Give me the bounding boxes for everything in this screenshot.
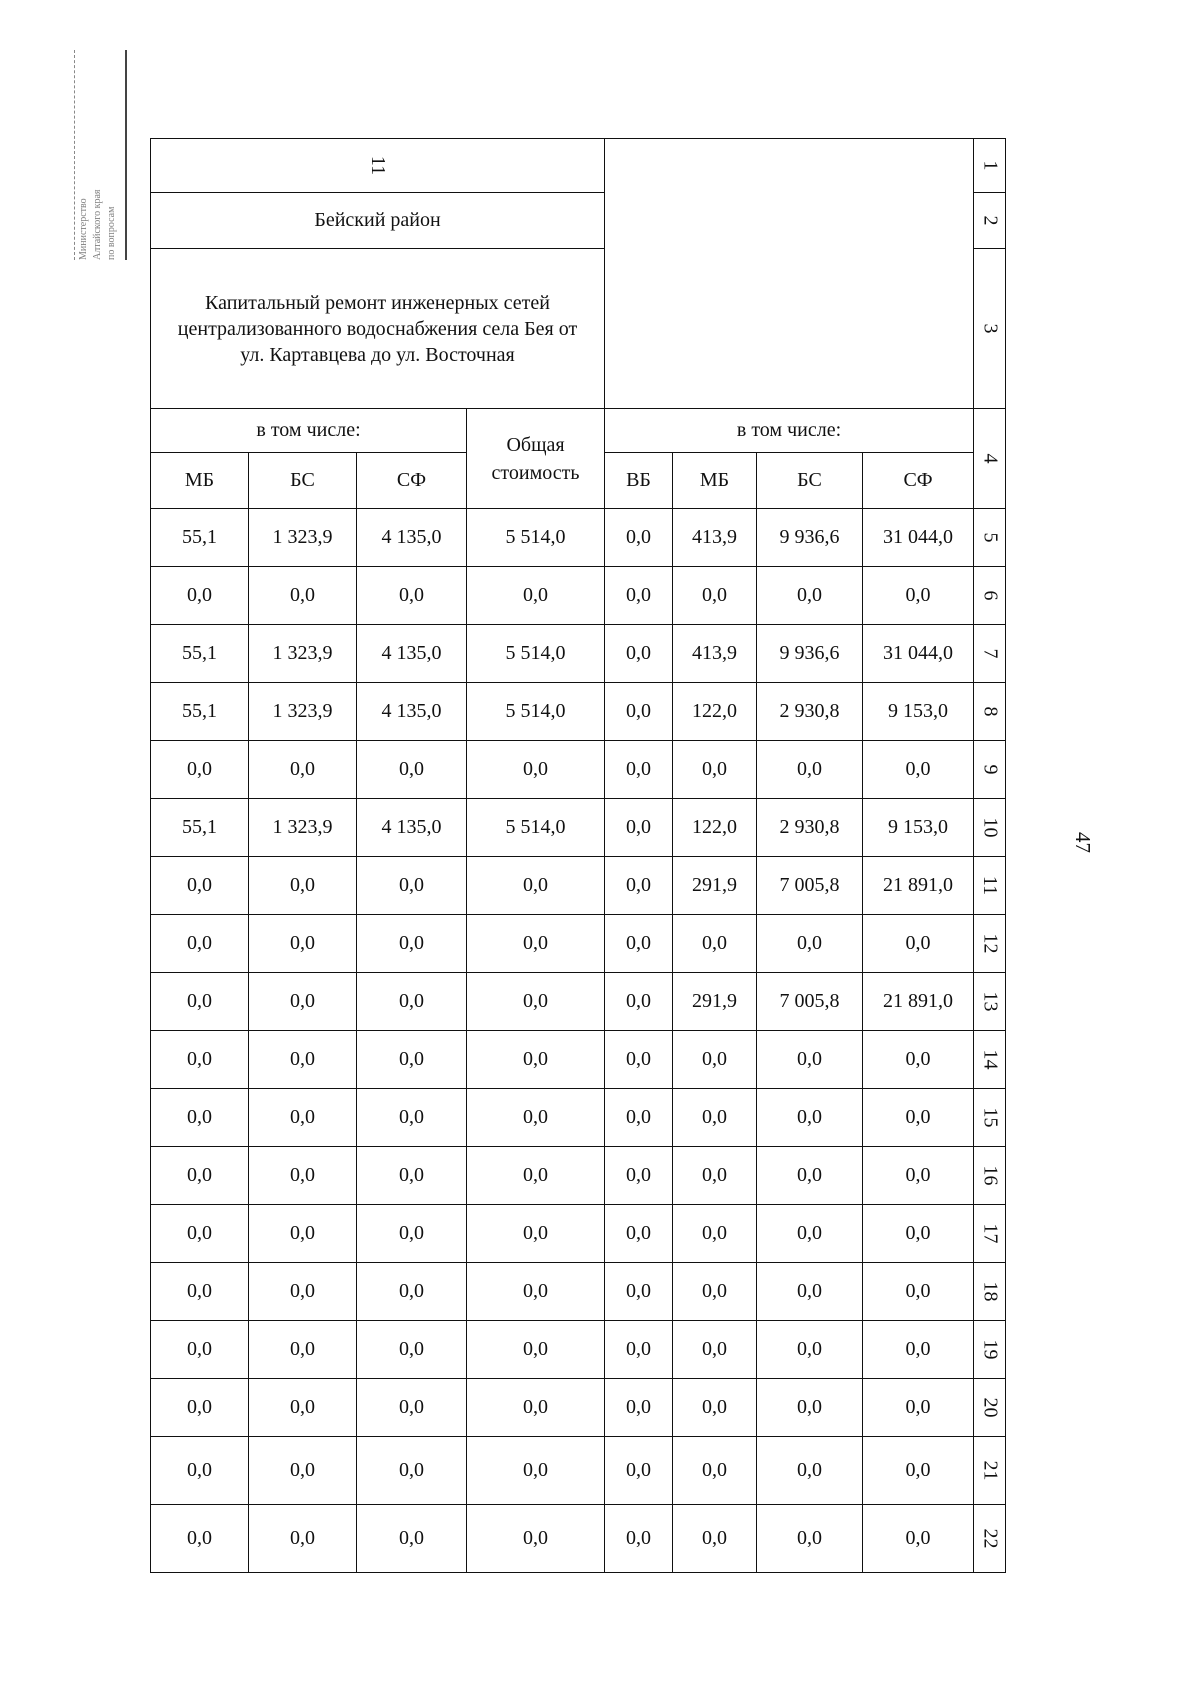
blank-header-cell: [605, 139, 974, 409]
table-cell: 9 153,0: [863, 799, 974, 857]
table-cell: 0,0: [605, 1031, 673, 1089]
table-cell: 0,0: [605, 625, 673, 683]
table-cell: 0,0: [467, 741, 605, 799]
row-index-cell: [974, 1147, 1006, 1205]
table-cell: 0,0: [605, 1205, 673, 1263]
table-cell: 0,0: [249, 973, 357, 1031]
table-cell: 0,0: [151, 1437, 249, 1505]
stamp-line: по вопросам: [106, 206, 117, 260]
table-row: [151, 1505, 1006, 1573]
table-cell: 0,0: [467, 567, 605, 625]
table-row: [151, 915, 1006, 973]
table-cell: 0,0: [863, 1147, 974, 1205]
row-index-cell: [974, 683, 1006, 741]
table-row: [151, 973, 1006, 1031]
table-cell: 291,9: [673, 857, 757, 915]
table-cell: 0,0: [357, 1379, 467, 1437]
table-cell: 0,0: [357, 1505, 467, 1573]
table-cell: 0,0: [863, 567, 974, 625]
table-cell: 0,0: [605, 509, 673, 567]
table-cell: 0,0: [673, 741, 757, 799]
table-row: [151, 1263, 1006, 1321]
table-cell: 55,1: [151, 799, 249, 857]
table-cell: 4 135,0: [357, 509, 467, 567]
row-index-cell: [974, 193, 1006, 249]
table-row: [151, 625, 1006, 683]
table-cell: 0,0: [357, 1031, 467, 1089]
table-cell: 0,0: [249, 1263, 357, 1321]
table-cell: 0,0: [757, 1031, 863, 1089]
row-index: 5: [979, 532, 1002, 543]
col-header-mb: МБ: [151, 453, 249, 509]
table-cell: 21 891,0: [863, 973, 974, 1031]
table-cell: 55,1: [151, 683, 249, 741]
table-cell: 0,0: [673, 1321, 757, 1379]
col-header-sf2: СФ: [863, 453, 974, 509]
table-cell: 0,0: [673, 1205, 757, 1263]
table-cell: 122,0: [673, 799, 757, 857]
table-cell: 0,0: [467, 1321, 605, 1379]
table-cell: 0,0: [249, 1321, 357, 1379]
table-cell: 2 930,8: [757, 683, 863, 741]
table-cell: 0,0: [151, 857, 249, 915]
table-cell: 0,0: [151, 1321, 249, 1379]
table-row: [151, 1321, 1006, 1379]
table-cell: 0,0: [249, 1147, 357, 1205]
row-index: 6: [979, 590, 1002, 601]
table-cell: 0,0: [249, 1205, 357, 1263]
table-cell: 0,0: [673, 1505, 757, 1573]
table-cell: 0,0: [673, 1263, 757, 1321]
table-cell: 21 891,0: [863, 857, 974, 915]
table-row: [151, 741, 1006, 799]
row-index-cell: [974, 625, 1006, 683]
section-number-cell: [151, 139, 605, 193]
table-cell: 7 005,8: [757, 857, 863, 915]
row-index: 22: [979, 1528, 1002, 1549]
table-cell: 5 514,0: [467, 625, 605, 683]
row-index-cell: [974, 139, 1006, 193]
table-cell: 0,0: [605, 567, 673, 625]
row-index-cell: [974, 509, 1006, 567]
table-cell: 413,9: [673, 509, 757, 567]
table-cell: 5 514,0: [467, 683, 605, 741]
header-row-label: [151, 139, 1006, 193]
table-cell: 0,0: [467, 1205, 605, 1263]
row-index: 10: [979, 817, 1002, 838]
table-cell: 0,0: [151, 1031, 249, 1089]
table-cell: 0,0: [605, 973, 673, 1031]
table-cell: 0,0: [467, 1031, 605, 1089]
row-index-cell: [974, 973, 1006, 1031]
row-index: 2: [979, 215, 1002, 226]
table-cell: 0,0: [605, 1321, 673, 1379]
table-cell: 0,0: [863, 1089, 974, 1147]
including-right: в том числе:: [605, 409, 974, 453]
table-cell: 5 514,0: [467, 509, 605, 567]
table-cell: 4 135,0: [357, 683, 467, 741]
table-cell: 0,0: [357, 857, 467, 915]
table-cell: 0,0: [863, 915, 974, 973]
table-cell: 0,0: [605, 915, 673, 973]
including-left: в том числе:: [151, 409, 467, 453]
page-number: 47: [1071, 832, 1095, 853]
table-row: [151, 1147, 1006, 1205]
row-index: 19: [979, 1339, 1002, 1360]
table-cell: 0,0: [249, 741, 357, 799]
table-cell: 0,0: [357, 567, 467, 625]
table-cell: 1 323,9: [249, 509, 357, 567]
row-index-cell: [974, 1205, 1006, 1263]
row-index-cell: [974, 741, 1006, 799]
table-cell: 122,0: [673, 683, 757, 741]
row-index: 1: [979, 160, 1002, 171]
registration-stamp: [74, 50, 127, 260]
table-cell: 0,0: [673, 1031, 757, 1089]
table-cell: 9 153,0: [863, 683, 974, 741]
table-cell: 9 936,6: [757, 625, 863, 683]
table-cell: 0,0: [151, 741, 249, 799]
table-cell: 0,0: [673, 1379, 757, 1437]
row-index-cell: [974, 799, 1006, 857]
table-row: [151, 857, 1006, 915]
row-index: 7: [979, 648, 1002, 659]
table-cell: 0,0: [249, 1505, 357, 1573]
table-cell: 0,0: [757, 1437, 863, 1505]
table-cell: 1 323,9: [249, 799, 357, 857]
row-index: 17: [979, 1223, 1002, 1244]
table-cell: 0,0: [151, 1089, 249, 1147]
table-cell: 0,0: [863, 1505, 974, 1573]
table-cell: 4 135,0: [357, 625, 467, 683]
row-index: 16: [979, 1165, 1002, 1186]
col-header-bs: БС: [249, 453, 357, 509]
table-cell: 0,0: [357, 1089, 467, 1147]
table-cell: 0,0: [249, 915, 357, 973]
row-index-cell: [974, 1089, 1006, 1147]
row-index: 11: [979, 875, 1002, 896]
district-name: Бейский район: [151, 193, 605, 249]
table-cell: 31 044,0: [863, 509, 974, 567]
table-cell: 1 323,9: [249, 625, 357, 683]
table-cell: 0,0: [605, 857, 673, 915]
table-row: [151, 1089, 1006, 1147]
table-cell: 0,0: [357, 1321, 467, 1379]
table-cell: 413,9: [673, 625, 757, 683]
table-cell: 0,0: [757, 1263, 863, 1321]
table-cell: 0,0: [757, 915, 863, 973]
table-cell: 0,0: [673, 1437, 757, 1505]
table-cell: 0,0: [757, 1147, 863, 1205]
table-cell: 0,0: [467, 1263, 605, 1321]
col-header-vb: ВБ: [605, 453, 673, 509]
table-cell: 0,0: [757, 1505, 863, 1573]
table-cell: 0,0: [357, 1205, 467, 1263]
row-index-cell: [974, 1379, 1006, 1437]
table-cell: 0,0: [757, 741, 863, 799]
project-title: Капитальный ремонт инженерных сетей централизованного водоснабжения села Бея от ул. Картавцева до ул. Восточная: [151, 249, 605, 409]
col-header-mb2: МБ: [673, 453, 757, 509]
table-cell: 0,0: [249, 1031, 357, 1089]
row-index-cell: [974, 249, 1006, 409]
row-index: 18: [979, 1281, 1002, 1302]
col-header-bs2: БС: [757, 453, 863, 509]
row-index: 9: [979, 764, 1002, 775]
row-index-cell: [974, 857, 1006, 915]
stamp-line: Министерство: [78, 198, 89, 260]
table-cell: 5 514,0: [467, 799, 605, 857]
table-cell: 0,0: [357, 741, 467, 799]
table-row: [151, 1437, 1006, 1505]
table-cell: 0,0: [863, 741, 974, 799]
table-cell: 0,0: [249, 857, 357, 915]
table-cell: 31 044,0: [863, 625, 974, 683]
table-cell: 0,0: [605, 1505, 673, 1573]
table-cell: 0,0: [467, 1437, 605, 1505]
row-index-cell: [974, 567, 1006, 625]
table-cell: 0,0: [357, 915, 467, 973]
row-index-cell: [974, 1263, 1006, 1321]
table-cell: 0,0: [249, 1379, 357, 1437]
table-cell: 0,0: [151, 973, 249, 1031]
table-cell: 0,0: [757, 1089, 863, 1147]
table-cell: 0,0: [249, 1089, 357, 1147]
table-cell: 0,0: [467, 1379, 605, 1437]
row-index-cell: [974, 1505, 1006, 1573]
row-index-cell: [974, 915, 1006, 973]
table-cell: 0,0: [605, 1263, 673, 1321]
table-cell: 0,0: [151, 1147, 249, 1205]
row-index: 21: [979, 1460, 1002, 1481]
table-cell: 0,0: [357, 1263, 467, 1321]
table-cell: 0,0: [467, 857, 605, 915]
table-cell: 0,0: [249, 1437, 357, 1505]
header-row-incl: [151, 409, 1006, 453]
table-cell: 2 930,8: [757, 799, 863, 857]
table-cell: 0,0: [673, 1147, 757, 1205]
budget-table: [150, 138, 1006, 1573]
stamp-text: [77, 50, 121, 260]
table-cell: 0,0: [151, 1379, 249, 1437]
table-cell: 0,0: [863, 1205, 974, 1263]
row-index: 13: [979, 991, 1002, 1012]
table-cell: 0,0: [357, 1437, 467, 1505]
table-cell: 7 005,8: [757, 973, 863, 1031]
total-cost-header: Общая стоимость: [467, 409, 605, 509]
table-cell: 0,0: [757, 1205, 863, 1263]
row-index-cell: [974, 409, 1006, 509]
stamp-line: Алтайского края: [92, 189, 103, 260]
table-row: [151, 683, 1006, 741]
table-cell: 0,0: [757, 1321, 863, 1379]
table-cell: 0,0: [467, 1089, 605, 1147]
table-cell: 0,0: [467, 1505, 605, 1573]
table-cell: 0,0: [863, 1437, 974, 1505]
row-index: 8: [979, 706, 1002, 717]
table-cell: 0,0: [249, 567, 357, 625]
table-cell: 0,0: [673, 915, 757, 973]
table-cell: 0,0: [863, 1031, 974, 1089]
table-cell: 0,0: [151, 567, 249, 625]
table-cell: 0,0: [757, 567, 863, 625]
table-cell: 0,0: [605, 1379, 673, 1437]
table-cell: 0,0: [605, 1147, 673, 1205]
table-row: [151, 1205, 1006, 1263]
table-cell: 0,0: [605, 799, 673, 857]
table-cell: 0,0: [151, 1505, 249, 1573]
table-cell: 0,0: [357, 1147, 467, 1205]
table-row: [151, 1031, 1006, 1089]
table-cell: 0,0: [605, 1437, 673, 1505]
table-cell: 0,0: [863, 1321, 974, 1379]
row-index: 14: [979, 1049, 1002, 1070]
row-index: 15: [979, 1107, 1002, 1128]
table-cell: 0,0: [151, 1205, 249, 1263]
row-index: 4: [979, 453, 1002, 464]
table-cell: 0,0: [467, 915, 605, 973]
col-header-sf: СФ: [357, 453, 467, 509]
table-cell: 0,0: [467, 973, 605, 1031]
row-index-cell: [974, 1321, 1006, 1379]
table-cell: 0,0: [357, 973, 467, 1031]
table-cell: 0,0: [757, 1379, 863, 1437]
table-cell: 0,0: [863, 1263, 974, 1321]
table-cell: 0,0: [863, 1379, 974, 1437]
row-index-cell: [974, 1437, 1006, 1505]
table-cell: 0,0: [673, 1089, 757, 1147]
table-row: [151, 509, 1006, 567]
table-row: [151, 799, 1006, 857]
row-index: 20: [979, 1397, 1002, 1418]
table-cell: 0,0: [151, 915, 249, 973]
section-number: 11: [367, 155, 390, 176]
table-cell: 0,0: [605, 741, 673, 799]
table-row: [151, 567, 1006, 625]
row-index-cell: [974, 1031, 1006, 1089]
table-cell: 4 135,0: [357, 799, 467, 857]
table-cell: 0,0: [151, 1263, 249, 1321]
table-cell: 9 936,6: [757, 509, 863, 567]
table-cell: 0,0: [673, 567, 757, 625]
table-cell: 55,1: [151, 625, 249, 683]
row-index: 3: [979, 323, 1002, 334]
row-index: 12: [979, 933, 1002, 954]
table-cell: 55,1: [151, 509, 249, 567]
table-cell: 0,0: [467, 1147, 605, 1205]
table-cell: 291,9: [673, 973, 757, 1031]
table-row: [151, 1379, 1006, 1437]
table-cell: 0,0: [605, 1089, 673, 1147]
table-cell: 0,0: [605, 683, 673, 741]
table-cell: 1 323,9: [249, 683, 357, 741]
